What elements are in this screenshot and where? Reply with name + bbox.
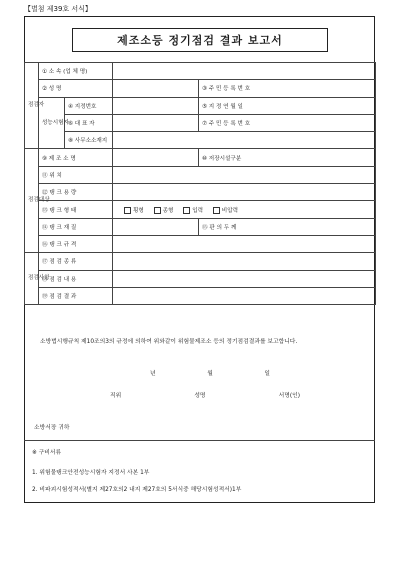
label-org: ① 소 속 (업 체 명) — [39, 63, 113, 80]
field-name[interactable] — [113, 80, 199, 97]
option-vertical: 종형 — [162, 207, 174, 214]
attachment-item-2: 2. 비파괴시험성적서(별지 제27호의2 내지 제27호의 5서식중 해당시험성적서)1부 — [32, 487, 242, 493]
label-insp-result: ⑲ 점 검 결 과 — [39, 287, 113, 304]
section-divider — [24, 440, 375, 441]
section-inspector: 점검자 — [25, 63, 39, 149]
option-pressure: 입력 — [192, 207, 204, 214]
label-mfg: ⑨ 제 조 소 명 — [39, 149, 113, 166]
attachment-item-1: 1. 위험물탱크안전성능시험자 지정서 사본 1부 — [32, 470, 150, 476]
seal-label: 서명(인) — [278, 393, 300, 399]
label-cert-date: ⑤ 지 정 연 월 일 — [199, 97, 376, 114]
label-tank-spec: ⑯ 탱 크 규 격 — [39, 235, 113, 252]
checkbox-vertical[interactable] — [154, 207, 161, 214]
label-rep: ⑥ 대 표 자 — [65, 114, 113, 131]
label-name: ② 성 명 — [39, 80, 113, 97]
label-insp-kind: ⑰ 점 검 종 류 — [39, 253, 113, 270]
label-rep-rrn: ⑦ 주 민 등 록 번 호 — [199, 114, 376, 131]
signature-block — [110, 390, 300, 399]
label-rrn: ③ 주 민 등 록 번 호 — [199, 80, 376, 97]
position-label: 직위 — [110, 393, 122, 399]
field-insp-content[interactable] — [113, 270, 376, 287]
form-number-label: 【별첨 제39호 서식】 — [24, 5, 92, 13]
date-year-label: 년 — [150, 371, 156, 377]
field-tank-material[interactable] — [113, 218, 199, 235]
attachments-title: ※ 구비서류 — [32, 450, 62, 456]
checkbox-non-pressure[interactable] — [213, 207, 220, 214]
checkbox-pressure[interactable] — [183, 207, 190, 214]
section-target: 점검대상 — [25, 149, 39, 253]
field-tank-shape — [113, 201, 376, 218]
field-insp-result[interactable] — [113, 287, 376, 304]
label-cert-no: ④ 지정번호 — [65, 97, 113, 114]
field-insp-kind[interactable] — [113, 253, 376, 270]
label-facility-type: ⑩ 저장시설구분 — [199, 149, 376, 166]
field-cert-no[interactable] — [113, 97, 199, 114]
label-office: ⑧ 사무소소재지 — [65, 132, 113, 149]
field-tank-capacity[interactable] — [113, 184, 376, 201]
label-performance-tester: 성능시험자 — [39, 97, 65, 149]
option-non-pressure: 비압력 — [221, 207, 239, 214]
date-month-label: 월 — [207, 371, 213, 377]
recipient: 소방서장 귀하 — [34, 425, 70, 431]
label-tank-shape: ⑬ 탱 크 형 태 — [39, 201, 113, 218]
report-table — [24, 62, 376, 305]
label-location: ⑪ 위 치 — [39, 166, 113, 183]
option-horizontal: 횡형 — [133, 207, 144, 214]
date-day-label: 일 — [264, 371, 270, 377]
signer-name-label: 성명 — [194, 393, 206, 399]
label-tank-capacity: ⑫ 탱 크 용 량 — [39, 184, 113, 201]
label-plate-thickness: ⑮ 판 의 두 께 — [199, 218, 376, 235]
field-rep[interactable] — [113, 114, 199, 131]
report-statement: 소방법시행규칙 제10조의3의 규정에 의하여 위와같이 위험물제조소 등의 정기점검결과를 보고합니다. — [40, 339, 298, 345]
checkbox-horizontal[interactable] — [124, 207, 131, 214]
field-mfg[interactable] — [113, 149, 199, 166]
report-date — [150, 368, 270, 377]
field-location[interactable] — [113, 166, 376, 183]
field-tank-spec[interactable] — [113, 235, 376, 252]
section-result: 점검사항 — [25, 253, 39, 305]
form-title: 제조소등 정기점검 결과 보고서 — [72, 28, 328, 52]
field-org[interactable] — [113, 63, 376, 80]
label-insp-content: ⑱ 점 검 내 용 — [39, 270, 113, 287]
label-tank-material: ⑭ 탱 크 재 질 — [39, 218, 113, 235]
field-office[interactable] — [113, 132, 376, 149]
